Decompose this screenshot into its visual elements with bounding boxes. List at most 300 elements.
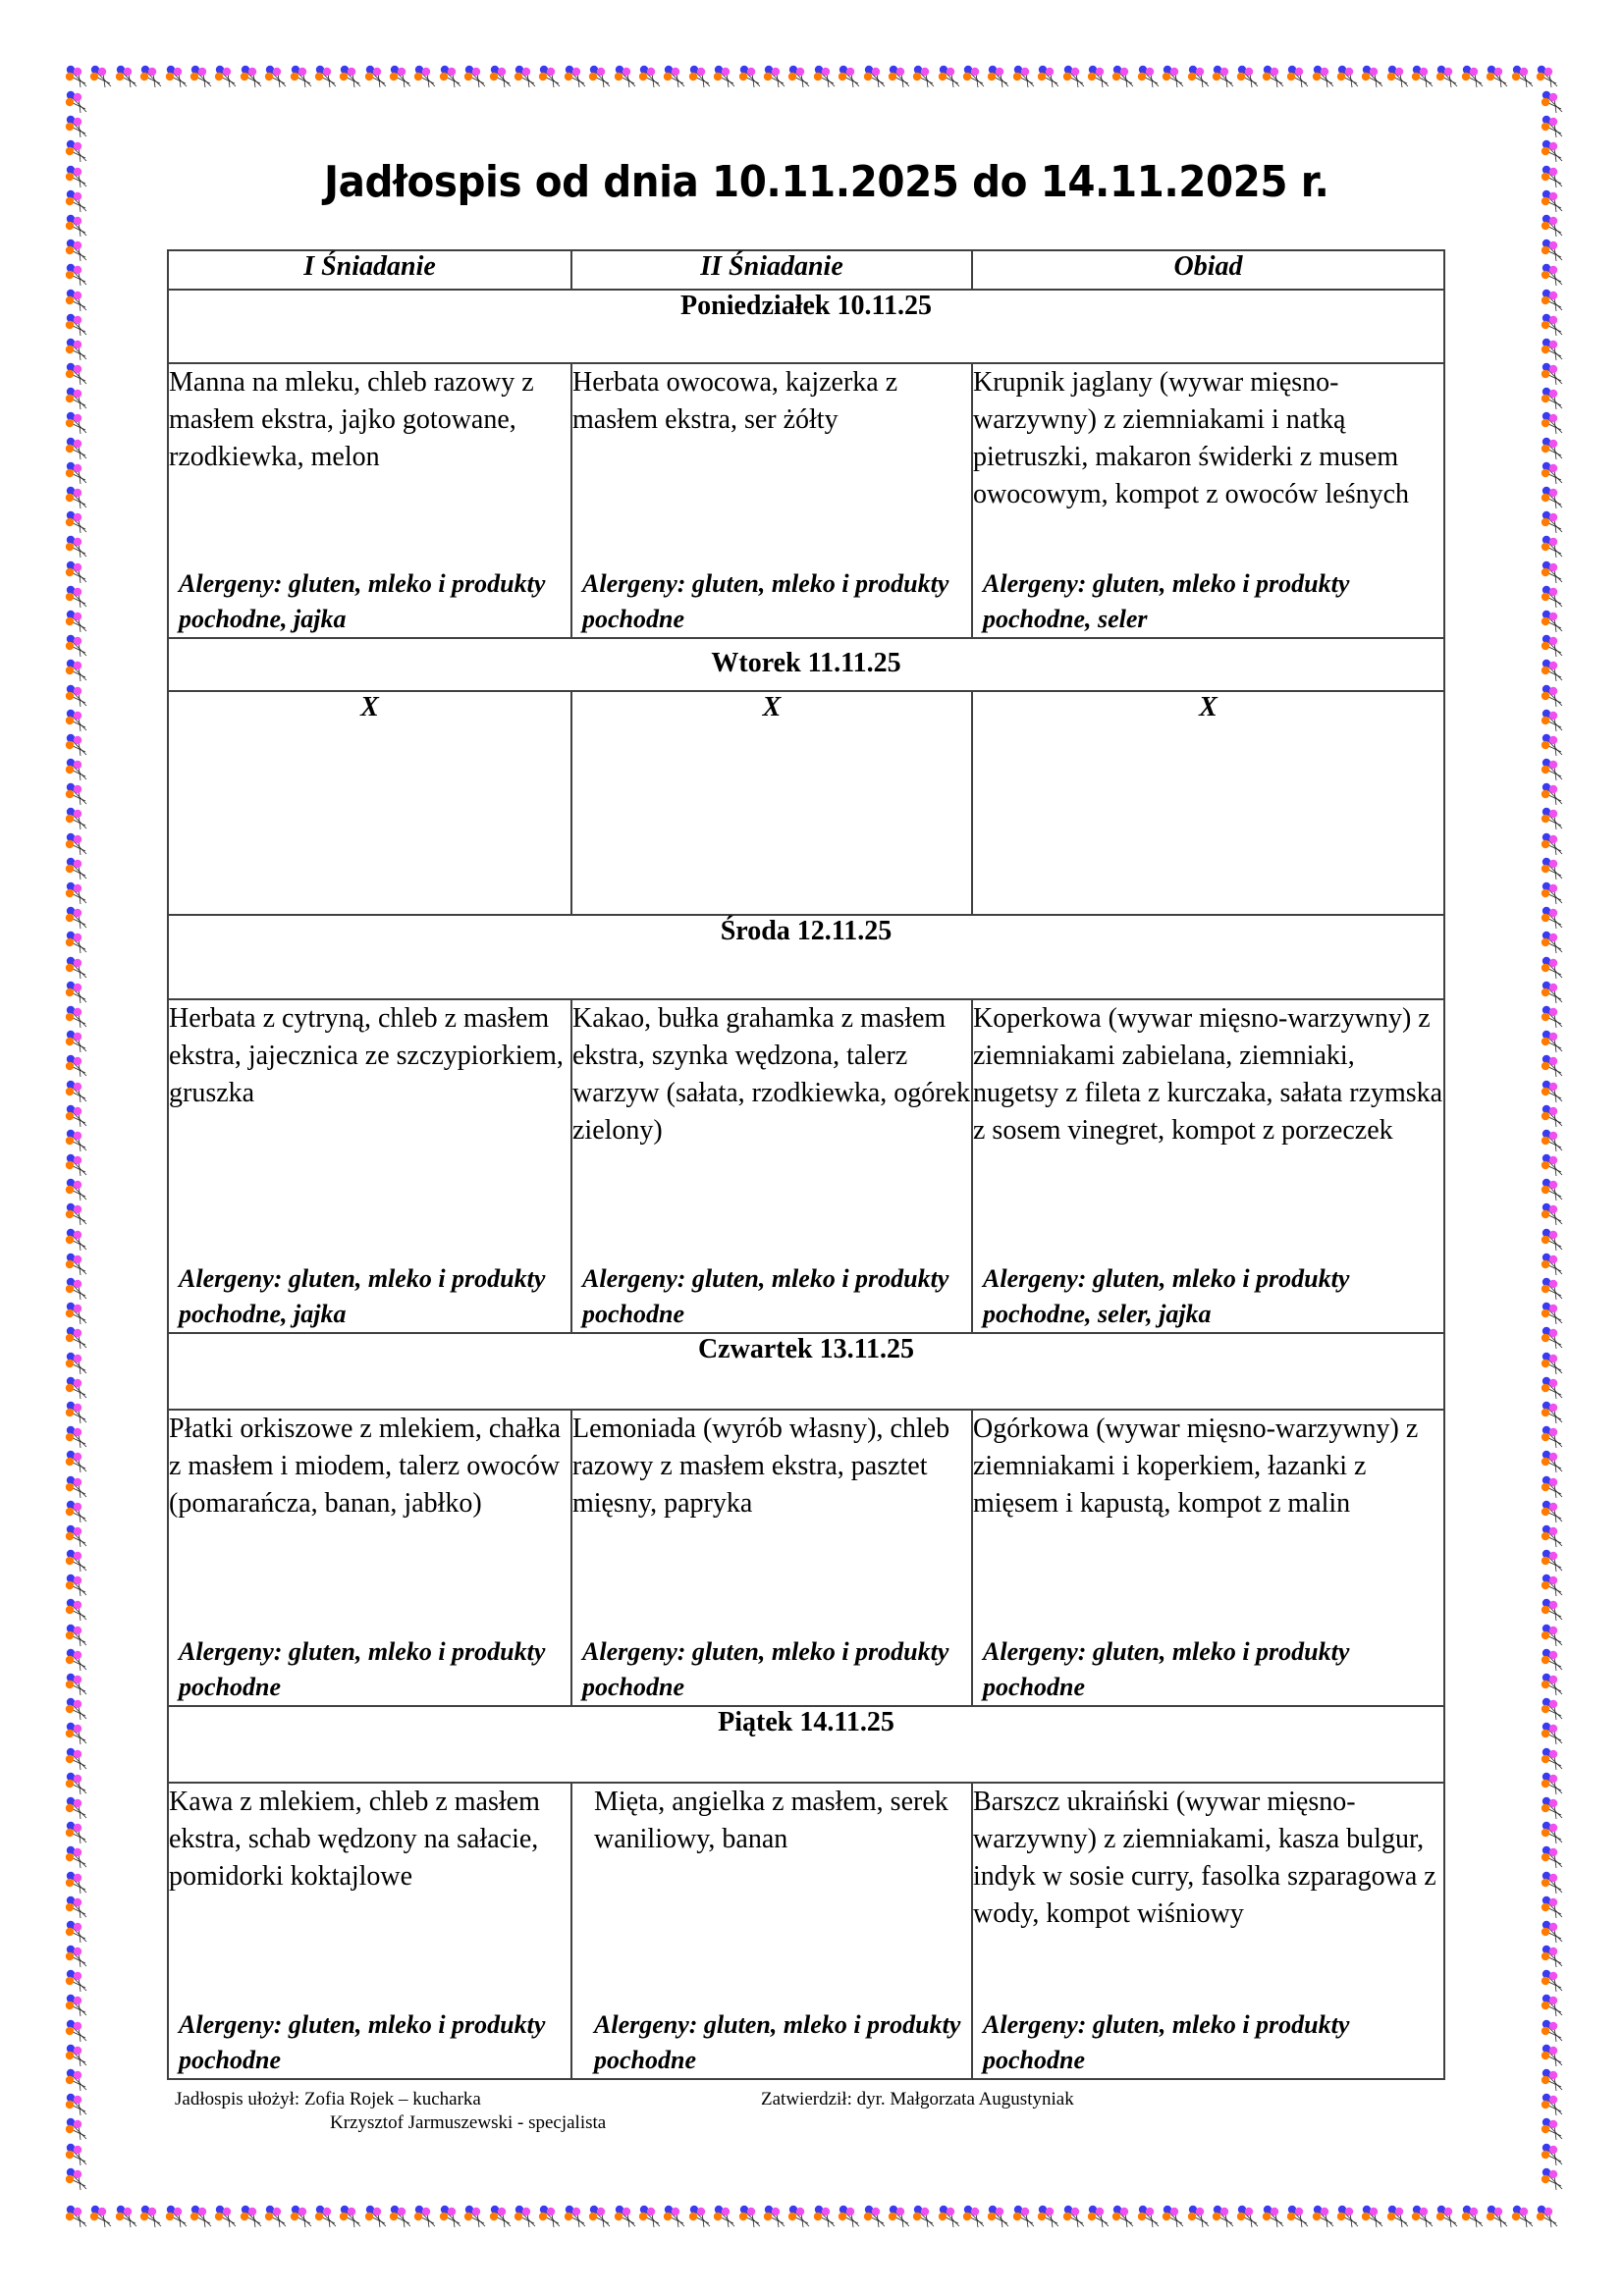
balloons-icon xyxy=(65,1969,89,1994)
balloons-icon xyxy=(1541,1277,1565,1302)
balloons-icon xyxy=(65,2205,89,2229)
balloons-icon xyxy=(1361,2205,1385,2229)
meal-cell xyxy=(972,1783,1444,2079)
balloons-icon xyxy=(65,1697,89,1722)
footer-prepared-by: Jadłospis ułożył: Zofia Rojek – kucharka xyxy=(175,2089,481,2109)
balloons-icon xyxy=(1286,65,1311,89)
allergen-text: Alergeny: gluten, mleko i produkty pochodne, seler, jajka xyxy=(983,1264,1350,1328)
meal-cell xyxy=(571,1410,972,1706)
balloons-icon xyxy=(1236,65,1261,89)
balloons-icon xyxy=(987,2205,1011,2229)
balloons-icon xyxy=(65,857,89,881)
balloons-icon xyxy=(65,1648,89,1673)
balloons-icon xyxy=(1361,65,1385,89)
balloons-icon xyxy=(1541,139,1565,164)
balloons-icon xyxy=(65,758,89,782)
balloons-icon xyxy=(65,931,89,955)
balloons-icon xyxy=(65,90,89,115)
balloons-icon xyxy=(463,2205,488,2229)
balloons-icon xyxy=(588,2205,613,2229)
balloons-icon xyxy=(413,65,438,89)
balloons-icon xyxy=(763,2205,787,2229)
balloons-icon xyxy=(65,1845,89,1870)
balloons-icon xyxy=(938,65,962,89)
balloons-icon xyxy=(588,65,613,89)
balloons-icon xyxy=(65,807,89,831)
balloons-icon xyxy=(1541,1153,1565,1178)
menu-table xyxy=(167,249,1445,2080)
balloons-icon xyxy=(65,1228,89,1253)
balloons-icon xyxy=(65,684,89,709)
dish-text: Koperkowa (wywar mięsno-warzywny) z ziemniakami zabielana, ziemniaki, nugetsy z fileta z kurczaka, sałata rzymska z sosem vinegret, kompot z porzeczek xyxy=(973,1003,1443,1146)
balloons-icon xyxy=(1541,1574,1565,1598)
balloons-icon xyxy=(713,2205,737,2229)
balloons-icon xyxy=(65,1747,89,1772)
balloons-icon xyxy=(564,2205,588,2229)
balloons-icon xyxy=(514,65,538,89)
balloons-icon xyxy=(663,65,687,89)
allergen-text: Alergeny: gluten, mleko i produkty pochodne, seler xyxy=(983,569,1350,633)
balloons-icon xyxy=(1087,2205,1111,2229)
balloons-icon xyxy=(65,1524,89,1549)
balloons-icon xyxy=(389,2205,413,2229)
balloons-icon xyxy=(1536,65,1560,89)
balloons-icon xyxy=(1541,807,1565,831)
balloons-icon xyxy=(65,1574,89,1598)
balloons-icon xyxy=(65,486,89,510)
balloons-icon xyxy=(65,1376,89,1401)
balloons-icon xyxy=(1541,1896,1565,1920)
balloons-icon xyxy=(938,2205,962,2229)
balloons-icon xyxy=(1541,289,1565,313)
balloons-icon xyxy=(1236,2205,1261,2229)
balloons-icon xyxy=(1336,2205,1361,2229)
no-meal-cell: X xyxy=(972,691,1444,915)
balloons-icon xyxy=(1541,881,1565,906)
balloons-icon xyxy=(65,1153,89,1178)
day-label-wednesday xyxy=(168,915,1444,999)
balloons-icon xyxy=(65,2044,89,2068)
balloons-icon xyxy=(1541,832,1565,857)
balloons-icon xyxy=(1541,115,1565,139)
dish-text: Krupnik jaglany (wywar mięsno-warzywny) z ziemniakami i natką pietruszki, makaron świderki z musem owocowym, kompot z owoców leśnych xyxy=(973,367,1410,509)
balloons-icon xyxy=(65,981,89,1005)
balloons-icon xyxy=(1486,65,1510,89)
balloons-icon xyxy=(1541,684,1565,709)
balloons-icon xyxy=(1111,2205,1136,2229)
allergen-text: Alergeny: gluten, mleko i produkty pochodne xyxy=(179,1637,546,1701)
balloons-icon xyxy=(738,2205,763,2229)
day-label-friday xyxy=(168,1706,1444,1783)
balloons-icon xyxy=(1541,1376,1565,1401)
balloons-icon xyxy=(314,2205,339,2229)
balloons-icon xyxy=(838,2205,862,2229)
balloons-icon xyxy=(463,65,488,89)
allergen-text: Alergeny: gluten, mleko i produkty pochodne xyxy=(582,1637,949,1701)
balloons-icon xyxy=(489,2205,514,2229)
meal-cell xyxy=(571,1783,972,2079)
balloons-icon xyxy=(1541,1030,1565,1054)
balloons-icon xyxy=(1386,65,1411,89)
balloons-icon xyxy=(264,2205,289,2229)
balloons-icon xyxy=(1541,1228,1565,1253)
dish-text: Herbata z cytryną, chleb z masłem ekstra, jajecznica ze szczypiorkiem, gruszka xyxy=(169,1003,564,1108)
balloons-icon xyxy=(1541,1796,1565,1821)
balloons-icon xyxy=(1541,1871,1565,1896)
balloons-icon xyxy=(1541,214,1565,239)
day-label-monday xyxy=(168,290,1444,363)
balloons-icon xyxy=(663,2205,687,2229)
balloons-icon xyxy=(65,1080,89,1104)
balloons-icon xyxy=(65,1896,89,1920)
balloons-icon xyxy=(1541,510,1565,535)
balloons-icon xyxy=(1541,239,1565,263)
balloons-icon xyxy=(1312,2205,1336,2229)
footer-approved-by: Zatwierdził: dyr. Małgorzata Augustyniak xyxy=(761,2089,1074,2109)
allergen-text: Alergeny: gluten, mleko i produkty pochodne xyxy=(582,1264,949,1328)
balloons-icon xyxy=(1541,1747,1565,1772)
meal-cell xyxy=(168,363,571,638)
allergen-text: Alergeny: gluten, mleko i produkty pochodne, jajka xyxy=(179,1264,546,1328)
balloons-icon xyxy=(638,2205,663,2229)
balloons-icon xyxy=(1486,2205,1510,2229)
balloons-icon xyxy=(1162,2205,1186,2229)
balloons-icon xyxy=(65,733,89,758)
balloons-icon xyxy=(1541,1598,1565,1623)
meal-cell xyxy=(972,363,1444,638)
balloons-icon xyxy=(65,1549,89,1574)
border-bottom xyxy=(65,2205,1567,2234)
balloons-icon xyxy=(738,65,763,89)
balloons-icon xyxy=(65,165,89,189)
balloons-icon xyxy=(389,65,413,89)
balloons-icon xyxy=(65,437,89,461)
balloons-icon xyxy=(65,2093,89,2117)
balloons-icon xyxy=(65,263,89,288)
balloons-icon xyxy=(1541,1772,1565,1796)
meal-row xyxy=(168,691,1444,915)
balloons-icon xyxy=(1541,165,1565,189)
balloons-icon xyxy=(65,214,89,239)
balloons-icon xyxy=(1511,2205,1536,2229)
balloons-icon xyxy=(65,1302,89,1326)
balloons-icon xyxy=(912,65,937,89)
balloons-icon xyxy=(1541,561,1565,585)
balloons-icon xyxy=(489,65,514,89)
balloons-icon xyxy=(65,1401,89,1425)
balloons-icon xyxy=(65,1005,89,1030)
balloons-icon xyxy=(290,65,314,89)
balloons-icon xyxy=(1541,659,1565,683)
balloons-icon xyxy=(65,1624,89,1648)
balloons-icon xyxy=(1541,387,1565,411)
balloons-icon xyxy=(65,1796,89,1821)
balloons-icon xyxy=(614,2205,638,2229)
balloons-icon xyxy=(1162,65,1186,89)
day-label-text: Poniedziałek 10.11.25 xyxy=(680,291,932,321)
balloons-icon xyxy=(264,65,289,89)
balloons-icon xyxy=(165,65,189,89)
balloons-icon xyxy=(1062,2205,1087,2229)
balloons-icon xyxy=(65,1425,89,1450)
balloons-icon xyxy=(1541,1054,1565,1079)
balloons-icon xyxy=(1187,65,1212,89)
balloons-icon xyxy=(65,634,89,659)
no-meal-cell: X xyxy=(571,691,972,915)
balloons-icon xyxy=(1262,65,1286,89)
balloons-icon xyxy=(189,2205,214,2229)
balloons-icon xyxy=(65,2167,89,2192)
balloons-icon xyxy=(1541,981,1565,1005)
balloons-icon xyxy=(1541,2068,1565,2093)
meal-cell xyxy=(168,1783,571,2079)
balloons-icon xyxy=(65,585,89,610)
balloons-icon xyxy=(1187,2205,1212,2229)
balloons-icon xyxy=(240,2205,264,2229)
balloons-icon xyxy=(65,1871,89,1896)
balloons-icon xyxy=(838,65,862,89)
meal-row xyxy=(168,999,1444,1333)
dish-text: Mięta, angielka z masłem, serek waniliowy, banan xyxy=(594,1787,948,1854)
balloons-icon xyxy=(813,2205,838,2229)
day-label-thursday xyxy=(168,1333,1444,1410)
balloons-icon xyxy=(638,65,663,89)
balloons-icon xyxy=(65,709,89,733)
balloons-icon xyxy=(65,189,89,214)
balloons-icon xyxy=(65,2117,89,2142)
balloons-icon xyxy=(1541,90,1565,115)
balloons-icon xyxy=(688,65,713,89)
meal-row xyxy=(168,363,1444,638)
border-left xyxy=(65,90,94,2207)
day-label-tuesday xyxy=(168,638,1444,691)
allergen-text: Alergeny: gluten, mleko i produkty pochodne xyxy=(983,2010,1350,2074)
balloons-icon xyxy=(165,2205,189,2229)
balloons-icon xyxy=(1411,2205,1435,2229)
balloons-icon xyxy=(364,2205,389,2229)
balloons-icon xyxy=(1541,634,1565,659)
balloons-icon xyxy=(1541,1104,1565,1129)
balloons-icon xyxy=(962,2205,987,2229)
balloons-icon xyxy=(65,1030,89,1054)
balloons-icon xyxy=(863,2205,888,2229)
day-row xyxy=(168,915,1444,999)
balloons-icon xyxy=(1541,1845,1565,1870)
balloons-icon xyxy=(413,2205,438,2229)
border-right xyxy=(1541,90,1570,2207)
balloons-icon xyxy=(1541,709,1565,733)
balloons-icon xyxy=(89,65,114,89)
balloons-icon xyxy=(214,2205,239,2229)
balloons-icon xyxy=(1541,411,1565,436)
balloons-icon xyxy=(1541,486,1565,510)
balloons-icon xyxy=(1541,362,1565,387)
balloons-icon xyxy=(1541,1500,1565,1524)
balloons-icon xyxy=(65,956,89,981)
balloons-icon xyxy=(65,1277,89,1302)
balloons-icon xyxy=(1461,65,1486,89)
balloons-icon xyxy=(65,1450,89,1474)
day-label-text: Piątek 14.11.25 xyxy=(718,1707,894,1737)
column-header-breakfast-2: II Śniadanie xyxy=(571,250,972,290)
balloons-icon xyxy=(65,1500,89,1524)
meal-cell xyxy=(571,999,972,1333)
dish-text: Ogórkowa (wywar mięsno-warzywny) z ziemniakami i koperkiem, łazanki z mięsem i kapustą, kompot z malin xyxy=(973,1414,1419,1519)
balloons-icon xyxy=(1541,1129,1565,1153)
allergen-text: Alergeny: gluten, mleko i produkty pochodne xyxy=(594,2010,961,2074)
balloons-icon xyxy=(1541,1178,1565,1202)
balloons-icon xyxy=(1435,2205,1460,2229)
balloons-icon xyxy=(1411,65,1435,89)
balloons-icon xyxy=(65,289,89,313)
balloons-icon xyxy=(65,1054,89,1079)
balloons-icon xyxy=(240,65,264,89)
dish-text: Kakao, bułka grahamka z masłem ekstra, szynka wędzona, talerz warzyw (sałata, rzodkiewka, ogórek zielony) xyxy=(572,1003,971,1146)
balloons-icon xyxy=(1541,1401,1565,1425)
balloons-icon xyxy=(912,2205,937,2229)
balloons-icon xyxy=(1541,2143,1565,2167)
balloons-icon xyxy=(1435,65,1460,89)
balloons-icon xyxy=(1541,263,1565,288)
balloons-icon xyxy=(1212,65,1236,89)
balloons-icon xyxy=(1541,1994,1565,2018)
balloons-icon xyxy=(65,881,89,906)
allergen-text: Alergeny: gluten, mleko i produkty pochodne, jajka xyxy=(179,569,546,633)
balloons-icon xyxy=(139,2205,164,2229)
day-row xyxy=(168,1706,1444,1783)
balloons-icon xyxy=(538,65,563,89)
balloons-icon xyxy=(1336,65,1361,89)
day-row xyxy=(168,290,1444,363)
balloons-icon xyxy=(1062,65,1087,89)
allergen-text: Alergeny: gluten, mleko i produkty pochodne xyxy=(179,2010,546,2074)
balloons-icon xyxy=(314,65,339,89)
balloons-icon xyxy=(65,313,89,338)
balloons-icon xyxy=(1312,65,1336,89)
balloons-icon xyxy=(787,2205,812,2229)
balloons-icon xyxy=(65,1994,89,2018)
balloons-icon xyxy=(1087,65,1111,89)
balloons-icon xyxy=(1541,956,1565,981)
balloons-icon xyxy=(1541,2019,1565,2044)
balloons-icon xyxy=(65,1821,89,1845)
header-row xyxy=(168,250,1444,290)
balloons-icon xyxy=(787,65,812,89)
dish-text: Płatki orkiszowe z mlekiem, chałka z masłem i miodem, talerz owoców (pomarańcza, banan, jabłko) xyxy=(169,1414,561,1519)
balloons-icon xyxy=(1012,65,1037,89)
day-label-text: Środa 12.11.25 xyxy=(720,916,893,946)
balloons-icon xyxy=(1137,65,1162,89)
dish-text: Lemoniada (wyrób własny), chleb razowy z masłem ekstra, pasztet mięsny, papryka xyxy=(572,1414,950,1519)
balloons-icon xyxy=(339,2205,363,2229)
balloons-icon xyxy=(863,65,888,89)
balloons-icon xyxy=(65,561,89,585)
balloons-icon xyxy=(1037,65,1061,89)
balloons-icon xyxy=(713,65,737,89)
balloons-icon xyxy=(1541,1945,1565,1969)
day-row xyxy=(168,638,1444,691)
meal-cell xyxy=(972,1410,1444,1706)
balloons-icon xyxy=(65,411,89,436)
balloons-icon xyxy=(1541,1624,1565,1648)
balloons-icon xyxy=(1286,2205,1311,2229)
balloons-icon xyxy=(1541,758,1565,782)
allergen-text: Alergeny: gluten, mleko i produkty pochodne xyxy=(983,1637,1350,1701)
balloons-icon xyxy=(564,65,588,89)
balloons-icon xyxy=(65,510,89,535)
balloons-icon xyxy=(1541,437,1565,461)
balloons-icon xyxy=(65,239,89,263)
balloons-icon xyxy=(89,2205,114,2229)
balloons-icon xyxy=(888,65,912,89)
balloons-icon xyxy=(65,1598,89,1623)
balloons-icon xyxy=(1541,1202,1565,1227)
balloons-icon xyxy=(65,387,89,411)
balloons-icon xyxy=(1541,535,1565,560)
balloons-icon xyxy=(1111,65,1136,89)
balloons-icon xyxy=(115,65,139,89)
balloons-icon xyxy=(1541,782,1565,807)
balloons-icon xyxy=(65,1673,89,1697)
balloons-icon xyxy=(65,535,89,560)
balloons-icon xyxy=(514,2205,538,2229)
balloons-icon xyxy=(65,1772,89,1796)
balloons-icon xyxy=(1541,1697,1565,1722)
balloons-icon xyxy=(538,2205,563,2229)
balloons-icon xyxy=(1536,2205,1560,2229)
dish-text: Herbata owocowa, kajzerka z masłem ekstra, ser żółty xyxy=(572,367,898,435)
balloons-icon xyxy=(65,2019,89,2044)
balloons-icon xyxy=(339,65,363,89)
balloons-icon xyxy=(1541,313,1565,338)
balloons-icon xyxy=(1541,1302,1565,1326)
balloons-icon xyxy=(1541,1005,1565,1030)
balloons-icon xyxy=(1541,1475,1565,1500)
balloons-icon xyxy=(1541,1253,1565,1277)
balloons-icon xyxy=(65,1352,89,1376)
day-label-text: Czwartek 13.11.25 xyxy=(697,1334,915,1364)
balloons-icon xyxy=(65,1129,89,1153)
balloons-icon xyxy=(1012,2205,1037,2229)
balloons-icon xyxy=(1541,1821,1565,1845)
footer-specialist: Krzysztof Jarmuszewski - specjalista xyxy=(330,2112,607,2133)
meal-cell xyxy=(168,1410,571,1706)
balloons-icon xyxy=(65,832,89,857)
no-meal-cell: X xyxy=(168,691,571,915)
balloons-icon xyxy=(1541,857,1565,881)
balloons-icon xyxy=(65,659,89,683)
border-top xyxy=(65,65,1567,94)
balloons-icon xyxy=(1541,1352,1565,1376)
balloons-icon xyxy=(962,65,987,89)
balloons-icon xyxy=(1541,1648,1565,1673)
column-header-lunch: Obiad xyxy=(972,250,1444,290)
balloons-icon xyxy=(65,115,89,139)
balloons-icon xyxy=(1262,2205,1286,2229)
balloons-icon xyxy=(1541,906,1565,931)
column-header-breakfast-1: I Śniadanie xyxy=(168,250,571,290)
balloons-icon xyxy=(1541,1450,1565,1474)
balloons-icon xyxy=(1541,1080,1565,1104)
balloons-icon xyxy=(1541,1326,1565,1351)
balloons-icon xyxy=(189,65,214,89)
balloons-icon xyxy=(1541,2044,1565,2068)
balloons-icon xyxy=(290,2205,314,2229)
dish-text: Barszcz ukraiński (wywar mięsno-warzywny) z ziemniakami, kasza bulgur, indyk w sosie curry, fasolka szparagowa z wody, kompot wiśniowy xyxy=(973,1787,1436,1929)
balloons-icon xyxy=(1541,1969,1565,1994)
balloons-icon xyxy=(1541,1425,1565,1450)
balloons-icon xyxy=(65,1722,89,1746)
